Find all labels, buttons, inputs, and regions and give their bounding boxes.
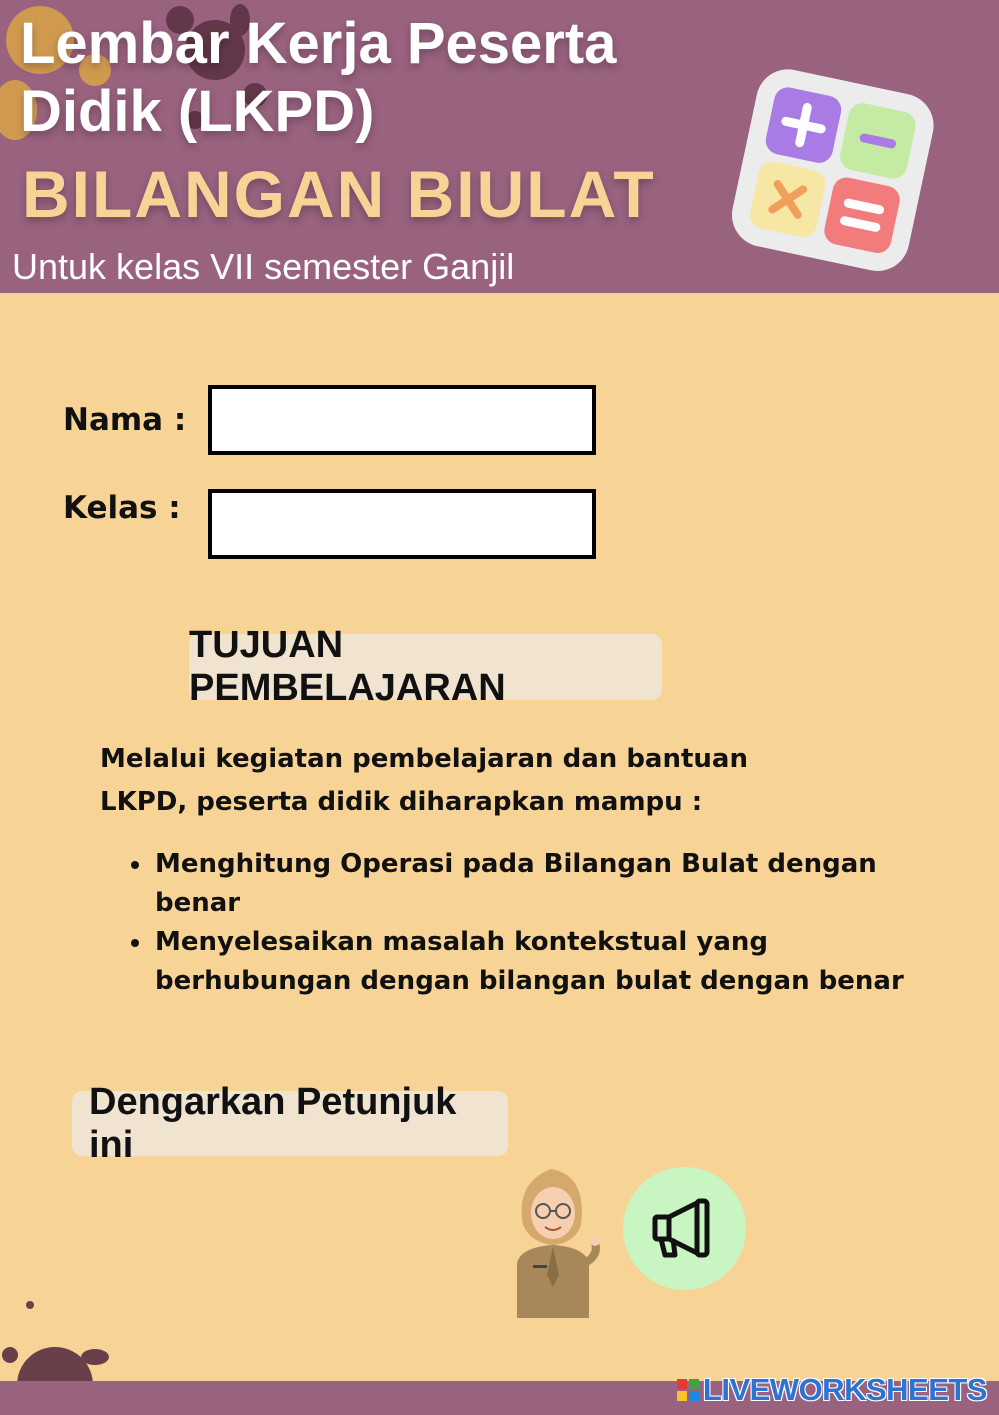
liveworksheets-icon bbox=[677, 1379, 699, 1401]
liveworksheets-logo bbox=[677, 1372, 987, 1408]
class-label: Kelas : bbox=[63, 490, 181, 526]
grade-subtitle: Untuk kelas VII semester Ganjil bbox=[12, 246, 515, 287]
subject-title: BILANGAN BIULAT bbox=[22, 157, 656, 231]
brand-name: LIVEWORKSHEETS bbox=[702, 1372, 987, 1407]
objectives-heading: TUJUAN PEMBELAJARAN bbox=[189, 634, 662, 700]
calculator-operations-icon bbox=[725, 62, 940, 277]
class-input[interactable] bbox=[208, 489, 596, 559]
audio-play-button[interactable] bbox=[623, 1167, 746, 1290]
instructions-heading: Dengarkan Petunjuk ini bbox=[72, 1091, 508, 1156]
header-banner bbox=[0, 0, 999, 293]
teacher-illustration bbox=[503, 1163, 603, 1318]
worksheet-title: Lembar Kerja Peserta Didik (LKPD) bbox=[20, 11, 617, 144]
objectives-intro: Melalui kegiatan pembelajaran dan bantuan LKPD, peserta didik diharapkan mampu : bbox=[100, 744, 748, 817]
megaphone-icon bbox=[649, 1193, 721, 1265]
name-input[interactable] bbox=[208, 385, 596, 455]
objectives-list bbox=[155, 845, 925, 1001]
name-label: Nama : bbox=[63, 402, 187, 438]
list-item: Menghitung Operasi pada Bilangan Bulat dengan benar bbox=[155, 845, 925, 923]
list-item: Menyelesaikan masalah kontekstual yang berhubungan dengan bilangan bulat dengan benar bbox=[155, 923, 925, 1001]
